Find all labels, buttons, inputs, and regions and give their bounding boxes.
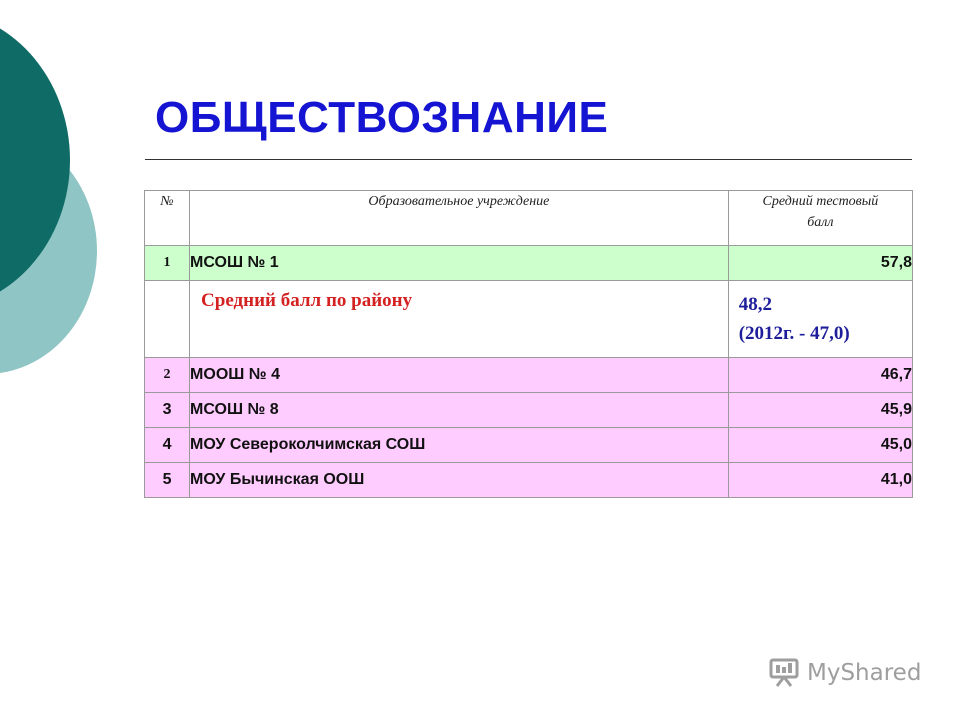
row-num: 4 [145, 428, 190, 463]
watermark-logo [768, 658, 921, 688]
row-score: 45,0 [728, 428, 912, 463]
row-score: 45,9 [728, 393, 912, 428]
header-institution: Образовательное учреждение [190, 191, 729, 246]
table-row [145, 463, 913, 498]
slide-title: ОБЩЕСТВОЗНАНИЕ [155, 93, 609, 142]
title-divider [145, 159, 912, 160]
row-institution: МООШ № 4 [190, 358, 729, 393]
header-score-line1: Средний тестовый [762, 194, 879, 209]
table-row [145, 428, 913, 463]
row-num-empty [145, 281, 190, 358]
table-header-row [145, 191, 913, 246]
district-average-row [145, 281, 913, 358]
row-score: 46,7 [728, 358, 912, 393]
table-row [145, 246, 913, 281]
header-num: № [145, 191, 190, 246]
row-score: 41,0 [728, 463, 912, 498]
row-institution: МОУ Бычинская ООШ [190, 463, 729, 498]
district-average-previous: (2012г. - 47,0) [738, 323, 850, 344]
district-average-score [728, 281, 912, 358]
results-table [144, 190, 913, 498]
row-num: 1 [145, 246, 190, 281]
row-institution: МСОШ № 1 [190, 246, 729, 281]
watermark-text: MyShared [807, 660, 922, 686]
header-score [728, 191, 912, 246]
district-average-value: 48,2 [738, 294, 772, 315]
header-score-line2: балл [807, 215, 834, 230]
row-num: 5 [145, 463, 190, 498]
row-num: 3 [145, 393, 190, 428]
table-row [145, 393, 913, 428]
row-score: 57,8 [728, 246, 912, 281]
row-institution: МОУ Североколчимская СОШ [190, 428, 729, 463]
table-row [145, 358, 913, 393]
district-average-label: Средний балл по району [190, 281, 729, 358]
row-institution: МСОШ № 8 [190, 393, 729, 428]
row-num: 2 [145, 358, 190, 393]
presentation-icon [768, 658, 802, 688]
